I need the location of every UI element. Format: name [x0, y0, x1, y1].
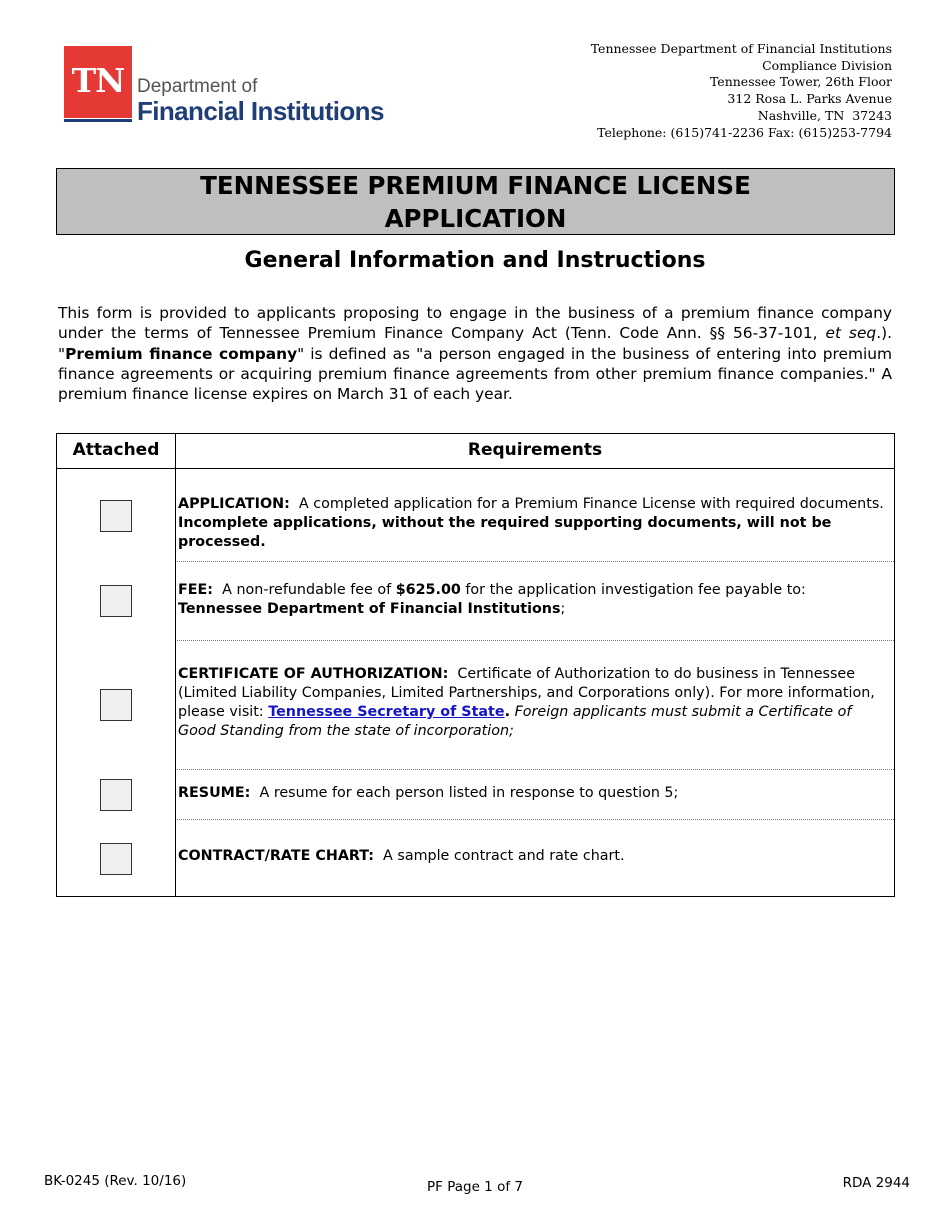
intro-defined-term: Premium finance company	[65, 344, 298, 363]
table-row-application	[57, 469, 894, 562]
table-row-fee	[57, 562, 894, 641]
intro-paragraph	[58, 303, 892, 404]
table-row-resume	[57, 770, 894, 820]
fee-payee: Tennessee Department of Financial Institutions	[178, 601, 561, 617]
form-number: BK-0245 (Rev. 10/16)	[44, 1173, 187, 1189]
requirement-label: FEE:	[178, 582, 214, 598]
table-row-contract	[57, 820, 894, 896]
intro-et-seq: et seq	[825, 324, 877, 343]
address-line: Tennessee Department of Financial Institutions	[590, 41, 892, 56]
requirement-label: CONTRACT/RATE CHART:	[178, 848, 374, 864]
requirement-text: for the application investigation fee payable to:	[460, 582, 806, 598]
requirements-table	[56, 433, 895, 897]
intro-text: This form is provided to applicants proposing to engage in the business of a premium finance company under the terms of Tennessee Premium Finance Company Act (Tenn. Code Ann. §§ 56-37-101,	[58, 304, 892, 343]
address-line: 312 Rosa L. Parks Avenue	[727, 91, 892, 107]
requirement-warning: Incomplete applications, without the required supporting documents, will not be processed.	[178, 515, 832, 550]
agency-address	[591, 41, 892, 141]
tn-badge: TN	[64, 46, 132, 114]
rda-number: RDA 2944	[842, 1175, 910, 1191]
checkbox-certificate[interactable]	[100, 689, 132, 721]
logo-financial-institutions: Financial Institutions	[137, 96, 384, 126]
requirement-note: Foreign applicants must submit a Certificate of Good Standing from the state of incorporation;	[178, 704, 852, 739]
requirement-contract	[178, 847, 892, 866]
secretary-of-state-link[interactable]: Tennessee Secretary of State	[268, 704, 505, 720]
checkbox-resume[interactable]	[100, 779, 132, 811]
requirement-text: ;	[560, 601, 566, 617]
requirement-label: CERTIFICATE OF AUTHORIZATION:	[178, 666, 449, 682]
requirement-resume	[178, 784, 892, 803]
address-line: Nashville, TN 37243	[757, 107, 892, 123]
fee-amount: $625.00	[395, 582, 461, 598]
checkbox-fee[interactable]	[100, 585, 132, 617]
section-heading: General Information and Instructions	[244, 248, 706, 273]
column-header-attached: Attached	[72, 440, 160, 460]
address-line: Tennessee Tower, 26th Floor	[709, 74, 892, 90]
logo-rule-blue	[64, 119, 132, 122]
requirement-label: APPLICATION:	[178, 496, 290, 512]
requirement-application	[178, 495, 892, 552]
column-header-requirements: Requirements	[467, 440, 603, 460]
requirement-label: RESUME:	[178, 785, 251, 801]
tdfi-logo	[64, 46, 389, 126]
checkbox-application[interactable]	[100, 500, 132, 532]
requirement-text: A sample contract and rate chart.	[383, 848, 625, 864]
requirement-text: A resume for each person listed in response to question 5;	[259, 785, 679, 801]
address-line: Telephone: (615)741-2236 Fax: (615)253-7794	[597, 124, 892, 140]
column-divider	[175, 434, 176, 896]
table-row-certificate	[57, 641, 894, 770]
requirement-text: A non-refundable fee of	[222, 582, 396, 598]
table-header	[57, 434, 894, 469]
requirement-fee	[178, 581, 892, 619]
page-number: PF Page 1 of 7	[427, 1179, 523, 1195]
form-title-line2: APPLICATION	[384, 204, 567, 233]
intro-text: " is defined as "a person engaged in the business of entering into premium finance agreements or acquiring premium finance agreements from other premium finance companies." A premium finance license expires on March 31 of each year.	[58, 344, 892, 404]
requirement-text: .	[504, 704, 511, 720]
logo-department-of: Department of	[137, 76, 258, 97]
form-title-line1: TENNESSEE PREMIUM FINANCE LICENSE	[200, 171, 751, 200]
checkbox-contract[interactable]	[100, 843, 132, 875]
requirement-certificate	[178, 665, 892, 741]
requirement-text: A completed application for a Premium Finance License with required documents.	[298, 496, 884, 512]
address-line: Compliance Division	[762, 57, 892, 73]
requirement-text: Certificate of Authorization to do business in Tennessee (Limited Liability Companies, Limited Partnerships, and Corporations only). For more information, please visit:	[178, 666, 875, 720]
logo-rule-red	[64, 114, 132, 118]
form-title	[56, 168, 895, 235]
intro-text: .). "	[58, 324, 892, 363]
